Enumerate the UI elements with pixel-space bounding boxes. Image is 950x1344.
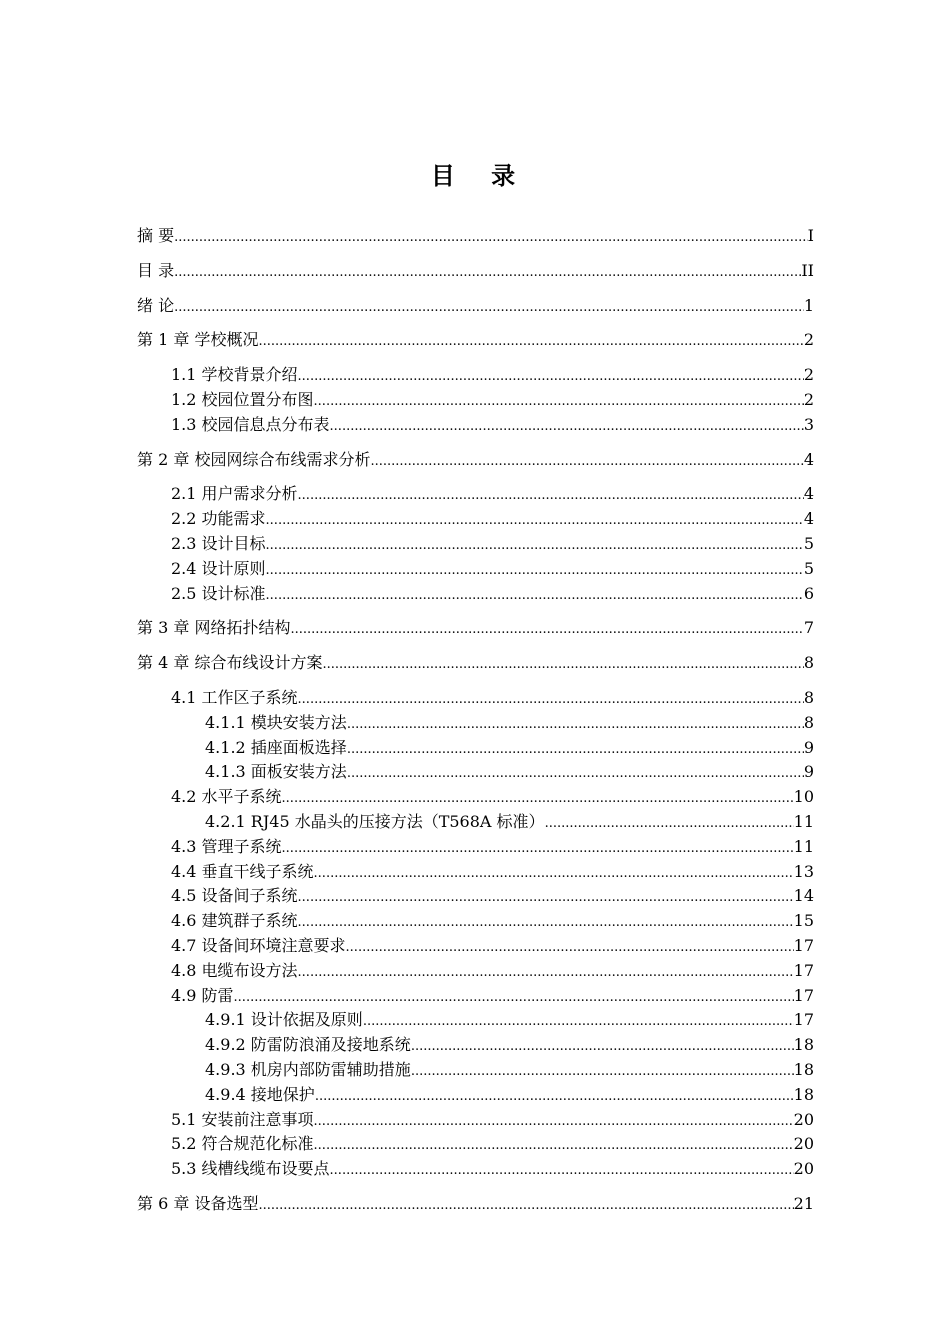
toc-dot-leader <box>314 862 794 887</box>
toc-dot-leader <box>330 1159 794 1184</box>
toc-entry-page-number: 7 <box>803 618 814 638</box>
toc-dot-leader <box>258 330 803 355</box>
toc-entry[interactable] <box>137 651 814 676</box>
toc-entry[interactable] <box>137 224 814 249</box>
toc-entry[interactable] <box>137 1157 814 1182</box>
toc-entry-label: 4.5 设备间子系统 <box>171 886 298 906</box>
toc-entry-label: 4.9.2 防雷防浪涌及接地系统 <box>205 1035 411 1055</box>
toc-dot-leader <box>347 762 804 787</box>
toc-entry-label: 4.4 垂直干线子系统 <box>171 861 314 881</box>
toc-entry[interactable] <box>137 1058 814 1083</box>
toc-dot-leader <box>174 261 801 286</box>
toc-entry-page-number: 18 <box>793 1084 814 1104</box>
toc-entry-page-number: 4 <box>803 449 814 469</box>
toc-dot-leader <box>330 415 804 440</box>
toc-dot-leader <box>411 1035 794 1060</box>
toc-list <box>137 224 814 1217</box>
toc-entry-page-number: 11 <box>793 836 814 856</box>
toc-title: 目 录 <box>430 161 530 190</box>
toc-entry[interactable] <box>137 810 814 835</box>
toc-entry[interactable] <box>137 934 814 959</box>
toc-entry-page-number: 13 <box>793 861 814 881</box>
toc-entry-label: 4.1.2 插座面板选择 <box>205 737 347 757</box>
toc-entry-page-number: 4 <box>803 509 814 529</box>
toc-entry-label: 1.2 校园位置分布图 <box>171 389 314 409</box>
toc-dot-leader <box>363 1010 794 1035</box>
toc-entry-page-number: 18 <box>793 1035 814 1055</box>
toc-entry-label: 4.3 管理子系统 <box>171 836 282 856</box>
toc-dot-leader <box>266 509 804 534</box>
toc-entry-page-number: 9 <box>803 737 814 757</box>
toc-entry-label: 4.9.1 设计依据及原则 <box>205 1010 363 1030</box>
toc-entry-page-number: 17 <box>793 1010 814 1030</box>
toc-dot-leader <box>298 911 794 936</box>
toc-entry-label: 绪 论 <box>137 295 175 315</box>
toc-entry-label: 4.9.3 机房内部防雷辅助措施 <box>205 1059 411 1079</box>
toc-dot-leader <box>347 713 804 738</box>
toc-entry-label: 4.1 工作区子系统 <box>171 687 298 707</box>
toc-entry[interactable] <box>137 909 814 934</box>
toc-entry-label: 2.2 功能需求 <box>171 509 266 529</box>
toc-dot-leader <box>298 484 804 509</box>
toc-entry-page-number: 17 <box>793 985 814 1005</box>
toc-entry-label: 2.5 设计标准 <box>171 583 266 603</box>
toc-entry[interactable] <box>137 1108 814 1133</box>
toc-entry-label: 4.2.1 RJ45 水晶头的压接方法（T568A 标准） <box>205 811 545 831</box>
toc-entry-label: 2.1 用户需求分析 <box>171 484 298 504</box>
toc-entry-label: 4.9 防雷 <box>171 985 234 1005</box>
toc-entry-page-number: 9 <box>803 762 814 782</box>
toc-dot-leader <box>290 618 803 643</box>
toc-entry[interactable] <box>137 1192 814 1217</box>
toc-entry[interactable] <box>137 413 814 438</box>
toc-entry-page-number: 20 <box>793 1134 814 1154</box>
toc-entry-label: 第 4 章 综合布线设计方案 <box>137 653 323 673</box>
toc-entry-label: 5.2 符合规范化标准 <box>171 1134 314 1154</box>
toc-entry-page-number: 2 <box>803 330 814 350</box>
toc-dot-leader <box>347 738 804 763</box>
toc-entry[interactable] <box>137 259 814 284</box>
toc-dot-leader <box>266 584 804 609</box>
toc-entry-page-number: 3 <box>803 414 814 434</box>
toc-entry[interactable] <box>137 1033 814 1058</box>
toc-entry-page-number: 17 <box>793 960 814 980</box>
toc-entry-label: 2.4 设计原则 <box>171 558 266 578</box>
toc-dot-leader <box>174 296 804 321</box>
toc-dot-leader <box>298 688 804 713</box>
toc-entry-label: 第 3 章 网络拓扑结构 <box>137 618 291 638</box>
toc-dot-leader <box>346 936 794 961</box>
toc-entry-label: 4.6 建筑群子系统 <box>171 911 298 931</box>
toc-dot-leader <box>282 837 794 862</box>
toc-entry[interactable] <box>137 1083 814 1108</box>
toc-entry-page-number: 10 <box>793 787 814 807</box>
toc-entry-label: 第 6 章 设备选型 <box>137 1193 259 1213</box>
toc-entry[interactable] <box>137 785 814 810</box>
toc-entry-page-number: 6 <box>803 583 814 603</box>
toc-entry-page-number: 5 <box>803 533 814 553</box>
toc-entry-label: 4.2 水平子系统 <box>171 787 282 807</box>
toc-entry-label: 4.1.3 面板安装方法 <box>205 762 347 782</box>
toc-entry-page-number: 5 <box>803 558 814 578</box>
toc-entry[interactable] <box>137 984 814 1009</box>
toc-entry-label: 目 录 <box>137 260 175 280</box>
toc-dot-leader <box>282 787 794 812</box>
toc-dot-leader <box>315 1085 794 1110</box>
toc-entry-label: 1.3 校园信息点分布表 <box>171 414 330 434</box>
toc-dot-leader <box>234 986 794 1011</box>
toc-entry[interactable] <box>137 388 814 413</box>
toc-entry[interactable] <box>137 711 814 736</box>
toc-entry-label: 第 1 章 学校概况 <box>137 330 259 350</box>
toc-entry-page-number: 17 <box>793 935 814 955</box>
toc-dot-leader <box>298 886 794 911</box>
toc-dot-leader <box>298 365 804 390</box>
toc-entry[interactable] <box>137 363 814 388</box>
toc-entry-page-number: 21 <box>793 1193 814 1213</box>
toc-entry[interactable] <box>137 557 814 582</box>
toc-entry-page-number: 18 <box>793 1059 814 1079</box>
toc-entry-label: 4.7 设备间环境注意要求 <box>171 935 346 955</box>
toc-entry[interactable] <box>137 959 814 984</box>
toc-entry-page-number: 8 <box>803 653 814 673</box>
toc-dot-leader <box>266 534 804 559</box>
toc-dot-leader <box>370 450 803 475</box>
toc-entry[interactable] <box>137 686 814 711</box>
toc-entry-page-number: 4 <box>803 484 814 504</box>
toc-entry-page-number: 8 <box>803 712 814 732</box>
toc-dot-leader <box>322 653 803 678</box>
toc-entry[interactable] <box>137 582 814 607</box>
toc-dot-leader <box>174 226 808 251</box>
toc-entry[interactable] <box>137 860 814 885</box>
toc-entry-label: 5.3 线槽线缆布设要点 <box>171 1159 330 1179</box>
toc-entry-label: 4.1.1 模块安装方法 <box>205 712 347 732</box>
toc-entry-label: 1.1 学校背景介绍 <box>171 365 298 385</box>
toc-dot-leader <box>545 812 794 837</box>
toc-entry-page-number: 14 <box>793 886 814 906</box>
toc-entry[interactable] <box>137 1008 814 1033</box>
toc-entry-page-number: 20 <box>793 1159 814 1179</box>
toc-entry[interactable] <box>137 1132 814 1157</box>
toc-entry-page-number: 8 <box>803 687 814 707</box>
toc-entry-label: 摘 要 <box>137 226 175 245</box>
toc-entry-page-number: 2 <box>803 365 814 385</box>
toc-dot-leader <box>314 390 804 415</box>
toc-entry[interactable] <box>137 884 814 909</box>
toc-dot-leader <box>266 559 804 584</box>
toc-dot-leader <box>258 1194 793 1219</box>
toc-entry[interactable] <box>137 507 814 532</box>
toc-entry-label: 5.1 安装前注意事项 <box>171 1109 314 1129</box>
toc-entry[interactable] <box>137 294 814 319</box>
toc-entry-page-number: I <box>807 226 814 245</box>
toc-entry-page-number: 11 <box>793 811 814 831</box>
toc-entry[interactable] <box>137 835 814 860</box>
toc-entry-page-number: 1 <box>803 295 814 315</box>
toc-entry-page-number: 2 <box>803 389 814 409</box>
toc-entry-label: 4.9.4 接地保护 <box>205 1084 315 1104</box>
toc-entry[interactable] <box>137 328 814 353</box>
toc-dot-leader <box>298 961 794 986</box>
toc-entry-page-number: 15 <box>793 911 814 931</box>
toc-entry-page-number: II <box>801 260 814 280</box>
toc-entry[interactable] <box>137 532 814 557</box>
toc-dot-leader <box>411 1060 794 1085</box>
toc-entry[interactable] <box>137 760 814 785</box>
toc-dot-leader <box>314 1110 794 1135</box>
toc-entry-label: 2.3 设计目标 <box>171 533 266 553</box>
toc-entry[interactable] <box>137 616 814 641</box>
toc-entry[interactable] <box>137 448 814 473</box>
toc-entry-label: 4.8 电缆布设方法 <box>171 960 298 980</box>
toc-entry-label: 第 2 章 校园网综合布线需求分析 <box>137 449 371 469</box>
toc-entry[interactable] <box>137 482 814 507</box>
toc-entry-page-number: 20 <box>793 1109 814 1129</box>
toc-dot-leader <box>314 1134 794 1159</box>
toc-entry[interactable] <box>137 736 814 761</box>
